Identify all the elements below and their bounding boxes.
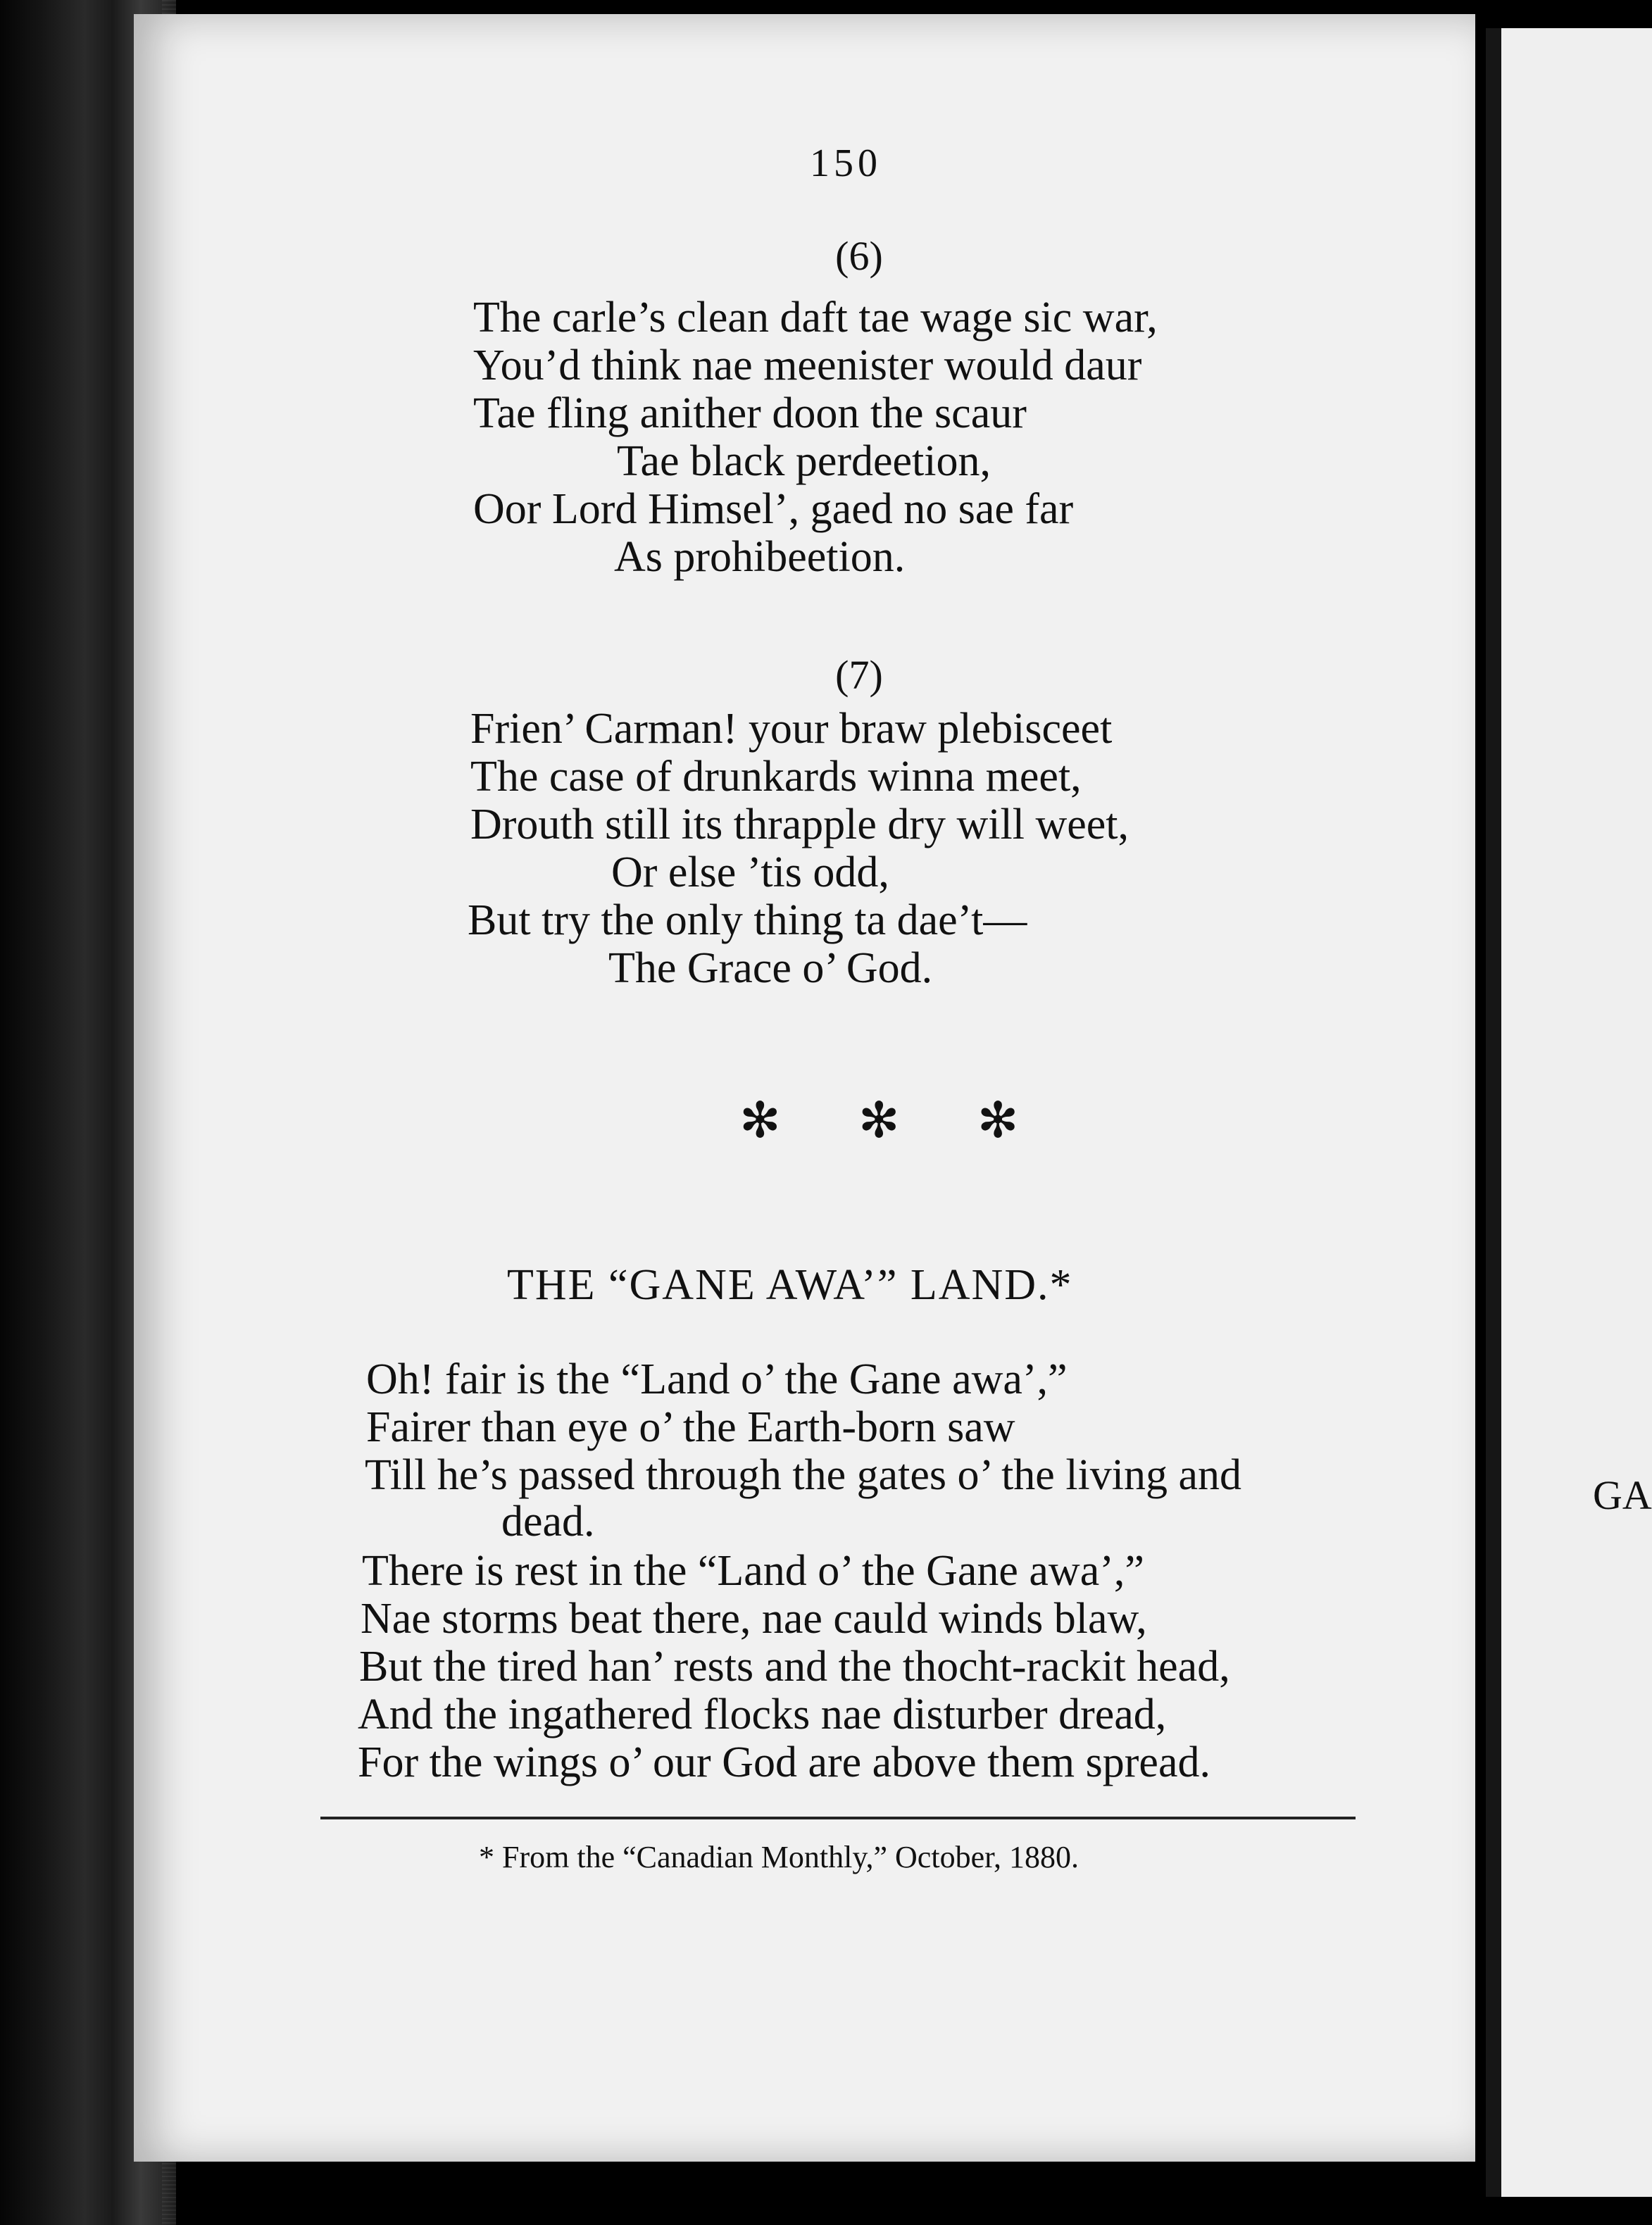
verse-line: Fairer than eye o’ the Earth-born saw	[366, 1403, 1015, 1451]
stanza-number: (6)	[835, 233, 883, 279]
verse-line: The case of drunkards winna meet,	[470, 753, 1082, 801]
verse-line: As prohibeetion.	[614, 533, 906, 581]
footnote: * From the “Canadian Monthly,” October, 1880.	[479, 1840, 1079, 1874]
verse-line: Drouth still its thrapple dry will weet,	[470, 801, 1130, 848]
facing-page-edge	[1486, 28, 1652, 2197]
verse-line: Oor Lord Himsel’, gaed no sae far	[473, 485, 1074, 533]
verse-line: And the ingathered flocks nae disturber dread,	[358, 1691, 1167, 1738]
verse-line: For the wings o’ our God are above them spread.	[358, 1738, 1210, 1786]
stanza-number: (7)	[835, 652, 883, 698]
verse-line: There is rest in the “Land o’ the Gane awa’,”	[362, 1547, 1144, 1595]
verse-line: Nae storms beat there, nae cauld winds blaw,	[361, 1595, 1147, 1643]
verse-line: The carle’s clean daft tae wage sic war,	[473, 294, 1158, 341]
verse-line: But the tired han’ rests and the thocht-rackit head,	[359, 1643, 1230, 1691]
verse-line: Frien’ Carman! your braw plebisceet	[470, 705, 1113, 753]
verse-line: dead.	[501, 1498, 595, 1546]
verse-line: You’d think nae meenister would daur	[473, 341, 1142, 389]
poem-title: THE “GANE AWA’” LAND.*	[507, 1261, 1073, 1309]
verse-line: The Grace o’ God.	[608, 944, 933, 992]
facing-page-fragment: GA	[1593, 1472, 1652, 1518]
verse-line: Tae fling anither doon the scaur	[473, 389, 1027, 437]
verse-line: Or else ’tis odd,	[611, 848, 889, 896]
page-number: 150	[810, 142, 882, 185]
verse-line: But try the only thing ta dae’t—	[468, 896, 1027, 944]
verse-line: Oh! fair is the “Land o’ the Gane awa’,”	[366, 1355, 1068, 1403]
verse-line: Till he’s passed through the gates o’ the living and	[365, 1451, 1242, 1499]
footnote-rule	[320, 1817, 1356, 1819]
verse-line: Tae black perdeetion,	[617, 437, 991, 485]
section-ornament: ✻ ✻ ✻	[739, 1091, 1050, 1149]
